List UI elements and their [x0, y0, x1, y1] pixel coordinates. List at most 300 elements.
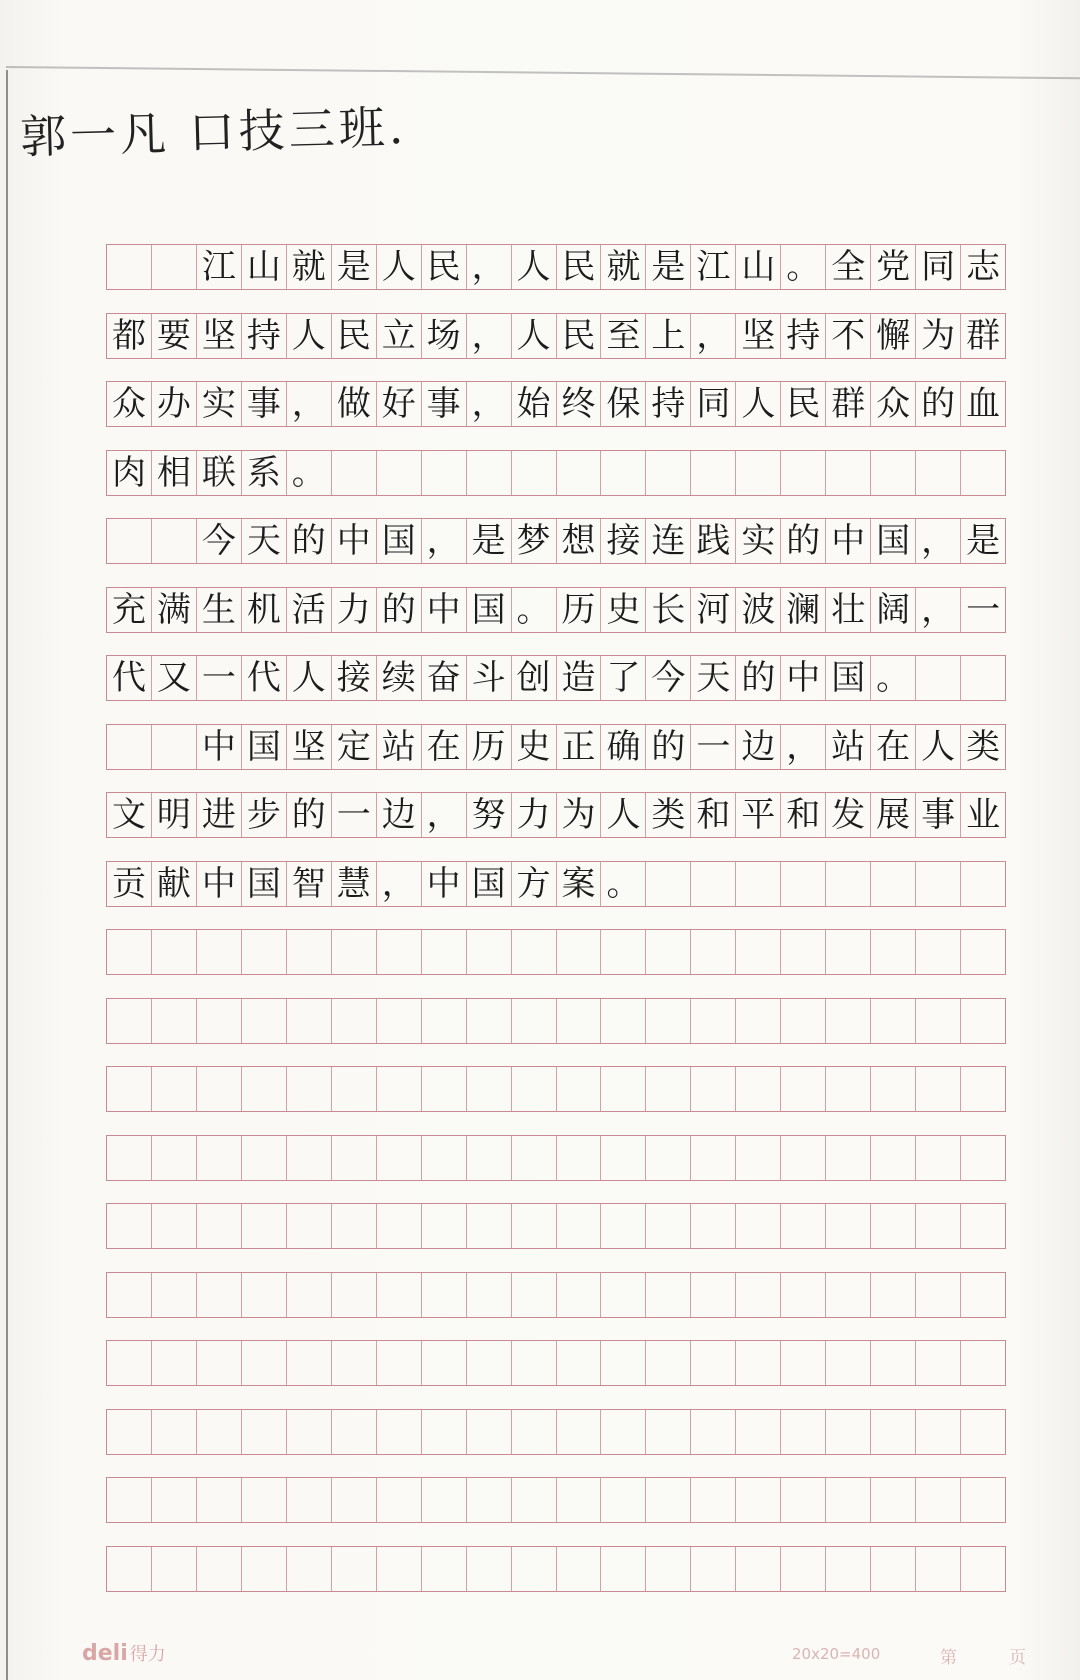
grid-cell: 众: [107, 382, 152, 426]
grid-cell: 的: [287, 793, 332, 837]
grid-row: [106, 1135, 1006, 1181]
grid-cell: [736, 1341, 781, 1385]
grid-cell: [646, 1204, 691, 1248]
grid-cell: [422, 451, 467, 495]
grid-cell: [826, 1067, 871, 1111]
grid-cell: 生: [197, 588, 242, 632]
grid-cell: 续: [377, 656, 422, 700]
grid-cell: [377, 1410, 422, 1454]
grid-cell: [512, 1273, 557, 1317]
grid-cell: [152, 930, 197, 974]
grid-cell: 历: [557, 588, 602, 632]
grid-cell: [557, 1136, 602, 1180]
grid-cell: 又: [152, 656, 197, 700]
grid-cell: 同: [691, 382, 736, 426]
grid-cell: 业: [966, 795, 1001, 835]
grid-cell: [961, 1410, 1005, 1454]
grid-cell: [871, 1067, 916, 1111]
grid-cell: [107, 725, 152, 769]
grid-cell: 相: [152, 451, 197, 495]
grid-cell: [557, 1204, 602, 1248]
grid-cell: [107, 245, 152, 289]
grid-cell: 坚: [197, 314, 242, 358]
grid-cell: [242, 1136, 287, 1180]
grid-cell: [916, 1478, 961, 1522]
grid-cell: 慧: [332, 862, 377, 906]
grid-cell: [916, 1410, 961, 1454]
grid-cell: [152, 519, 197, 563]
grid-cell: [152, 1478, 197, 1522]
grid-cell: [916, 1204, 961, 1248]
grid-cell: ，: [377, 862, 422, 906]
grid-cell: 不: [826, 314, 871, 358]
grid-cell: ，: [781, 725, 826, 769]
grid-cell: [512, 451, 557, 495]
grid-cell: 中: [422, 588, 467, 632]
grid-cell: [826, 1410, 871, 1454]
grid-cell: 的: [377, 588, 422, 632]
grid-cell: [512, 1547, 557, 1591]
grid-cell: [826, 1204, 871, 1248]
grid-cell: [107, 1478, 152, 1522]
grid-cell: [332, 930, 377, 974]
grid-cell: [781, 1067, 826, 1111]
grid-cell: [646, 999, 691, 1043]
grid-cell: 斗: [467, 656, 512, 700]
grid-cell: 边: [377, 793, 422, 837]
grid-cell: 办: [152, 382, 197, 426]
grid-cell: [377, 999, 422, 1043]
grid-cell: [871, 1410, 916, 1454]
grid-cell: 国: [377, 519, 422, 563]
grid-cell: 历: [467, 725, 512, 769]
grid-cell: [557, 1478, 602, 1522]
grid-cell: [601, 999, 646, 1043]
grid-row: [106, 724, 1006, 770]
grid-cell: [467, 451, 512, 495]
grid-cell: 是: [332, 245, 377, 289]
grid-cell: ，: [467, 382, 512, 426]
grid-cell: [152, 1410, 197, 1454]
grid-cell: 人: [287, 656, 332, 700]
grid-cell: 终: [557, 382, 602, 426]
grid-cell: [467, 930, 512, 974]
grid-cell: [826, 1273, 871, 1317]
grid-cell: [557, 930, 602, 974]
grid-cell: 类: [646, 793, 691, 837]
grid-cell: 今: [197, 519, 242, 563]
grid-cell: 。: [512, 588, 557, 632]
grid-cell: 山: [736, 245, 781, 289]
grid-cell: 明: [152, 793, 197, 837]
grid-cell: [107, 930, 152, 974]
grid-cell: [646, 930, 691, 974]
grid-cell: [871, 1273, 916, 1317]
grid-cell: 定: [332, 725, 377, 769]
grid-cell: [557, 999, 602, 1043]
grid-cell: [332, 1273, 377, 1317]
grid-cell: [736, 1067, 781, 1111]
grid-cell: [422, 999, 467, 1043]
grid-row: [106, 313, 1006, 359]
grid-cell: 中: [781, 656, 826, 700]
grid-cell: 的: [287, 519, 332, 563]
grid-cell: [107, 519, 152, 563]
grid-cell: 天: [242, 519, 287, 563]
grid-cell: 好: [377, 382, 422, 426]
grid-cell: 人: [916, 725, 961, 769]
grid-cell: [826, 1547, 871, 1591]
grid-cell: [826, 930, 871, 974]
grid-cell: 壮: [826, 588, 871, 632]
grid-row: [106, 929, 1006, 975]
grid-row: [106, 861, 1006, 907]
grid-cell: 。: [287, 451, 332, 495]
grid-cell: 一: [966, 589, 1001, 630]
grid-cell: [916, 999, 961, 1043]
grid-cell: [242, 999, 287, 1043]
grid-cell: [961, 1204, 1005, 1248]
grid-cell: 史: [512, 725, 557, 769]
grid-cell: 在: [422, 725, 467, 769]
grid-cell: 肉: [107, 451, 152, 495]
grid-cell: 民: [557, 245, 602, 289]
grid-cell: 确: [601, 725, 646, 769]
grid-cell: [197, 1547, 242, 1591]
grid-cell: [691, 862, 736, 906]
grid-cell: 和: [691, 793, 736, 837]
grid-cell: [736, 1273, 781, 1317]
grid-cell: [467, 1136, 512, 1180]
handwritten-header: 郭一凡 口技三班.: [19, 99, 408, 165]
grid-cell: [377, 1273, 422, 1317]
grid-cell: 是: [467, 519, 512, 563]
grid-cell: 满: [152, 588, 197, 632]
grid-cell: [512, 999, 557, 1043]
grid-cell: [961, 1067, 1005, 1111]
grid-cell: [781, 1547, 826, 1591]
grid-cell: [287, 1410, 332, 1454]
grid-cell: [107, 1273, 152, 1317]
grid-cell: [601, 1547, 646, 1591]
grid-cell: 今: [646, 656, 691, 700]
grid-cell: [961, 930, 1005, 974]
grid-cell: [871, 1547, 916, 1591]
grid-cell: 。: [781, 245, 826, 289]
grid-cell: [781, 1410, 826, 1454]
grid-cell: [826, 1341, 871, 1385]
grid-cell: [377, 451, 422, 495]
grid-cell: [107, 1547, 152, 1591]
grid-cell: [107, 1410, 152, 1454]
grid-cell: [287, 930, 332, 974]
brand-logo: [82, 1640, 166, 1666]
grid-cell: [422, 1547, 467, 1591]
grid-row: [106, 1340, 1006, 1386]
grid-cell: [242, 930, 287, 974]
grid-cell: [736, 862, 781, 906]
grid-cell: 代: [242, 656, 287, 700]
grid-cell: [107, 1136, 152, 1180]
grid-cell: [871, 1204, 916, 1248]
grid-cell: 上: [646, 314, 691, 358]
grid-cell: 展: [871, 793, 916, 837]
grid-cell: [691, 1136, 736, 1180]
grid-cell: ，: [422, 519, 467, 563]
grid-cell: [377, 1478, 422, 1522]
grid-cell: [916, 930, 961, 974]
grid-cell: 坚: [736, 314, 781, 358]
grid-cell: 始: [512, 382, 557, 426]
grid-cell: [287, 1341, 332, 1385]
grid-cell: 民: [422, 245, 467, 289]
grid-cell: [736, 1478, 781, 1522]
grid-cell: ，: [916, 588, 961, 632]
grid-cell: 持: [646, 382, 691, 426]
grid-cell: 人: [287, 314, 332, 358]
grid-cell: 山: [242, 245, 287, 289]
grid-cell: [467, 1204, 512, 1248]
grid-cell: 河: [691, 588, 736, 632]
grid-cell: [781, 1273, 826, 1317]
grid-cell: 持: [781, 314, 826, 358]
grid-cell: [422, 1067, 467, 1111]
grid-cell: [646, 862, 691, 906]
grid-cell: [601, 930, 646, 974]
brand-name: deli: [82, 1641, 128, 1666]
grid-row: [106, 1409, 1006, 1455]
grid-cell: 人: [377, 245, 422, 289]
grid-cell: 持: [242, 314, 287, 358]
grid-cell: 事: [916, 793, 961, 837]
grid-cell: [332, 1547, 377, 1591]
grid-cell: 平: [736, 793, 781, 837]
grid-cell: [152, 1547, 197, 1591]
grid-cell: [871, 999, 916, 1043]
grid-cell: 中: [826, 519, 871, 563]
grid-cell: [332, 1067, 377, 1111]
grid-cell: [691, 1547, 736, 1591]
grid-cell: 民: [781, 382, 826, 426]
grid-cell: [512, 1204, 557, 1248]
grid-row: [106, 998, 1006, 1044]
grid-cell: [287, 1136, 332, 1180]
grid-spec-label: 20x20=400: [792, 1645, 881, 1663]
grid-cell: [961, 999, 1005, 1043]
grid-cell: 国: [242, 862, 287, 906]
grid-cell: [871, 1341, 916, 1385]
grid-cell: 力: [512, 793, 557, 837]
grid-cell: [871, 862, 916, 906]
grid-row: [106, 381, 1006, 427]
grid-cell: 全: [826, 245, 871, 289]
grid-cell: 实: [736, 519, 781, 563]
grid-cell: [332, 1341, 377, 1385]
grid-cell: [377, 1547, 422, 1591]
grid-cell: [557, 1341, 602, 1385]
page-prefix: 第: [940, 1648, 957, 1668]
grid-cell: [242, 1204, 287, 1248]
grid-cell: [781, 930, 826, 974]
grid-cell: [601, 1341, 646, 1385]
grid-cell: [601, 1410, 646, 1454]
grid-cell: [197, 1478, 242, 1522]
grid-cell: [781, 1341, 826, 1385]
grid-cell: 至: [601, 314, 646, 358]
grid-row: [106, 1477, 1006, 1523]
grid-cell: [646, 1273, 691, 1317]
grid-cell: [242, 1273, 287, 1317]
grid-cell: 创: [512, 656, 557, 700]
grid-cell: 中: [197, 725, 242, 769]
grid-cell: [826, 999, 871, 1043]
grid-cell: [242, 1478, 287, 1522]
grid-cell: [422, 1478, 467, 1522]
grid-cell: [961, 1341, 1005, 1385]
grid-cell: 众: [871, 382, 916, 426]
grid-cell: [242, 1410, 287, 1454]
grid-cell: [871, 1136, 916, 1180]
grid-cell: [961, 1136, 1005, 1180]
grid-cell: 长: [646, 588, 691, 632]
grid-cell: 场: [422, 314, 467, 358]
grid-cell: 是: [966, 521, 1001, 561]
grid-cell: [826, 862, 871, 906]
grid-cell: [691, 1478, 736, 1522]
grid-cell: 波: [736, 588, 781, 632]
grid-cell: [557, 1273, 602, 1317]
grid-cell: [152, 1067, 197, 1111]
grid-cell: 群: [826, 382, 871, 426]
grid-cell: [512, 930, 557, 974]
grid-cell: 群: [966, 315, 1001, 356]
grid-cell: [736, 1410, 781, 1454]
grid-cell: 联: [197, 451, 242, 495]
grid-cell: [422, 1136, 467, 1180]
grid-cell: 做: [332, 382, 377, 426]
grid-cell: ，: [691, 314, 736, 358]
grid-cell: [691, 1273, 736, 1317]
grid-cell: 要: [152, 314, 197, 358]
grid-cell: [557, 1547, 602, 1591]
grid-cell: 文: [107, 793, 152, 837]
grid-cell: 献: [152, 862, 197, 906]
grid-cell: [377, 1136, 422, 1180]
grid-cell: 案: [557, 862, 602, 906]
grid-cell: [152, 999, 197, 1043]
grid-cell: 事: [242, 382, 287, 426]
grid-cell: 国: [871, 519, 916, 563]
grid-cell: [601, 451, 646, 495]
grid-cell: [781, 862, 826, 906]
grid-cell: [422, 1341, 467, 1385]
page-number-label: [940, 1643, 1026, 1668]
grid-cell: 机: [242, 588, 287, 632]
grid-cell: [916, 656, 961, 700]
grid-cell: 连: [646, 519, 691, 563]
grid-cell: [646, 1478, 691, 1522]
grid-cell: [781, 1478, 826, 1522]
grid-cell: [646, 1410, 691, 1454]
grid-cell: 在: [871, 725, 916, 769]
grid-cell: [557, 1067, 602, 1111]
grid-cell: [781, 1136, 826, 1180]
grid-cell: [646, 1067, 691, 1111]
grid-cell: [512, 1341, 557, 1385]
grid-cell: 站: [377, 725, 422, 769]
grid-cell: 为: [916, 314, 961, 358]
grid-cell: [152, 725, 197, 769]
grid-cell: [736, 1204, 781, 1248]
grid-row: [106, 792, 1006, 838]
grid-cell: 充: [107, 588, 152, 632]
grid-cell: [826, 1136, 871, 1180]
grid-cell: 进: [197, 793, 242, 837]
grid-row: [106, 1546, 1006, 1592]
grid-cell: 接: [332, 656, 377, 700]
grid-cell: [601, 1136, 646, 1180]
grid-cell: [916, 451, 961, 495]
grid-cell: [287, 1478, 332, 1522]
grid-cell: [826, 451, 871, 495]
grid-cell: [691, 930, 736, 974]
grid-cell: 梦: [512, 519, 557, 563]
grid-cell: 奋: [422, 656, 467, 700]
grid-cell: [377, 1341, 422, 1385]
grid-cell: [422, 930, 467, 974]
grid-cell: [287, 999, 332, 1043]
grid-cell: [961, 1478, 1005, 1522]
grid-cell: [557, 1410, 602, 1454]
grid-cell: 人: [601, 793, 646, 837]
grid-cell: [961, 656, 1005, 700]
grid-cell: [646, 1136, 691, 1180]
grid-cell: [691, 999, 736, 1043]
grid-cell: 方: [512, 862, 557, 906]
grid-cell: 发: [826, 793, 871, 837]
grid-cell: 史: [601, 588, 646, 632]
grid-cell: 。: [871, 656, 916, 700]
grid-row: [106, 1066, 1006, 1112]
grid-cell: 造: [557, 656, 602, 700]
grid-cell: [691, 1341, 736, 1385]
grid-cell: [287, 1204, 332, 1248]
grid-cell: [646, 451, 691, 495]
grid-cell: [916, 1067, 961, 1111]
grid-cell: [467, 1547, 512, 1591]
grid-row: [106, 1203, 1006, 1249]
grid-cell: [961, 1547, 1005, 1591]
grid-cell: 正: [557, 725, 602, 769]
grid-cell: [467, 1478, 512, 1522]
grid-cell: 步: [242, 793, 287, 837]
grid-cell: 中: [332, 519, 377, 563]
grid-cell: [467, 1341, 512, 1385]
grid-cell: 为: [557, 793, 602, 837]
grid-cell: 人: [512, 245, 557, 289]
grid-cell: 国: [467, 588, 512, 632]
grid-cell: [107, 1341, 152, 1385]
grid-cell: [197, 999, 242, 1043]
grid-cell: 同: [916, 245, 961, 289]
grid-cell: 的: [736, 656, 781, 700]
grid-cell: 智: [287, 862, 332, 906]
grid-cell: 志: [966, 247, 1001, 287]
grid-cell: 阔: [871, 588, 916, 632]
grid-cell: 代: [107, 656, 152, 700]
grid-cell: 国: [467, 862, 512, 906]
grid-cell: 活: [287, 588, 332, 632]
